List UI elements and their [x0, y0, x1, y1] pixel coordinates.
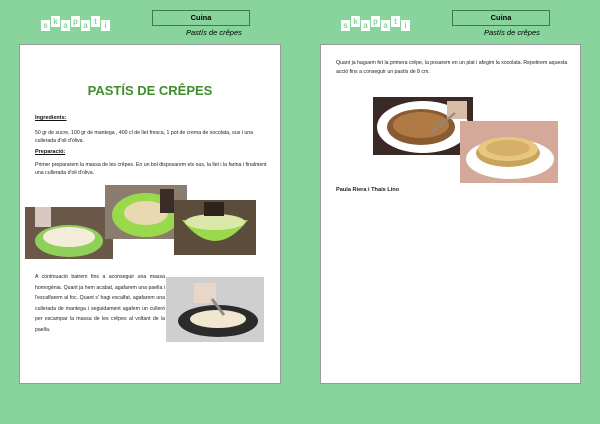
logo-letter: i [101, 20, 110, 31]
logo-letter: i [401, 20, 410, 31]
logo-right [341, 11, 410, 31]
logo-letter: s [41, 20, 50, 31]
photo-bowl-eggs [25, 207, 113, 259]
section-label-right: Cuina [452, 10, 550, 26]
photo-crepe-cake [460, 121, 558, 183]
photo-crepe-plate [373, 97, 473, 155]
preparation-text: Primer prepararem la massa de les crêpes. En un bol disposarem els ous, la llet i la farina i finalment una cullerada d'oli d'oliva. [35, 162, 267, 176]
page-left [19, 44, 281, 384]
section-label-left: Cuina [152, 10, 250, 26]
step2-text: A continuació batrem fins a aconseguir una massa homogènia. Quant ja hem acabat, agafarem una paella i l'escalfarem al foc. Quant s' hagi escalfat, agafarem una cullerada de mantega i seguidament agafem un culleró per escampar la massa de les crêpes al voltant de la paella. [35, 274, 165, 333]
logo-letter: a [361, 20, 370, 31]
subtitle-right: Pastís de crêpes [484, 28, 540, 37]
logo-letter: t [91, 16, 100, 27]
logo-letter: s [341, 20, 350, 31]
ingredients-text: 50 gr de sucre, 100 gr de mantega , 400 cl de llet fresca, 1 pot de crema de xocolata, ous i una cullerada d'oli d'oliva. [35, 130, 254, 144]
logo-left [41, 11, 110, 31]
logo-letter: a [81, 20, 90, 31]
logo-letter: p [71, 16, 80, 27]
logo-letter: t [391, 16, 400, 27]
intro-text: Quant ja haguem fet la primera crêpe, la posarem en un plat i afegim la xocolata. Repetirem aquesta acció fins a conseguir un pastís de 8 cm. [336, 60, 568, 75]
ingredients-heading: Ingredients: [35, 115, 67, 121]
photo-bowl-mixing [174, 200, 256, 255]
logo-letter: p [371, 16, 380, 27]
preparation-heading: Preparació: [35, 149, 66, 155]
logo-letter: k [51, 16, 60, 27]
logo-letter: a [381, 20, 390, 31]
photo-pan-batter [166, 277, 264, 342]
authors: Paula Riera i Thaís Lino [336, 187, 400, 193]
logo-letter: a [61, 20, 70, 31]
logo-letter: k [351, 16, 360, 27]
page-title: PASTÍS DE CRÊPES [87, 83, 213, 98]
subtitle-left: Pastís de crêpes [186, 28, 242, 37]
page-right [320, 44, 581, 384]
